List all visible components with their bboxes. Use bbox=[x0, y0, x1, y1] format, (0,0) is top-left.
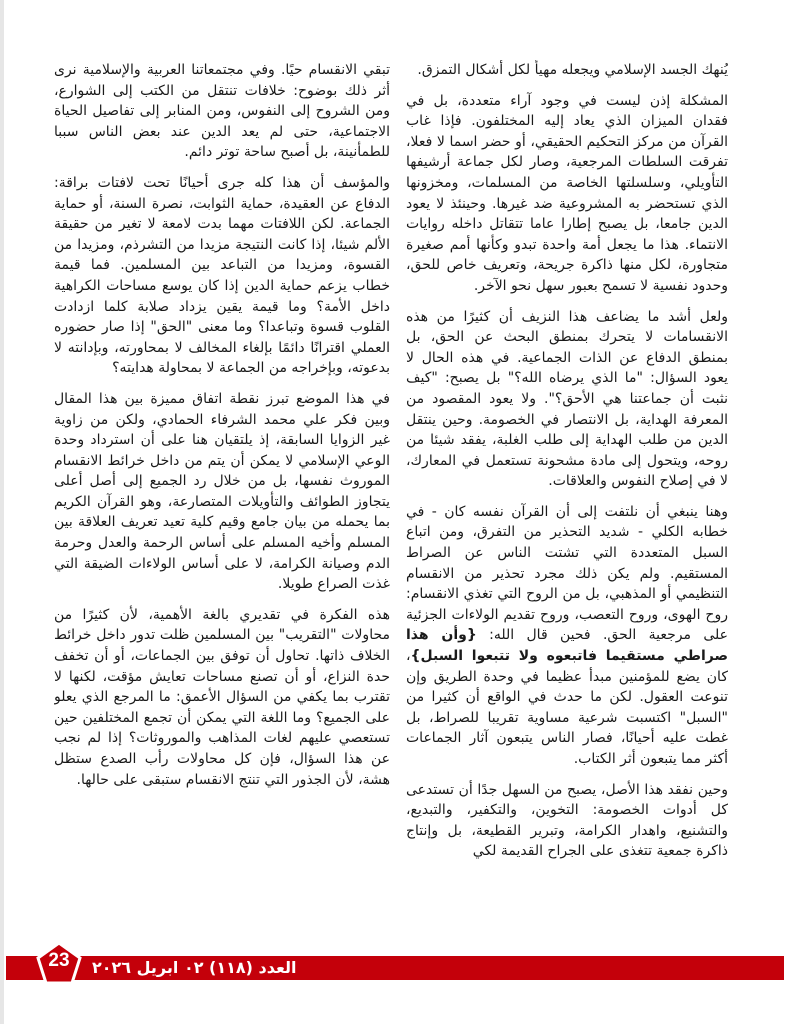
paragraph: والمؤسف أن هذا كله جرى أحيانًا تحت لافتات براقة: الدفاع عن العقيدة، حماية الثوابت، نصرة السنة، أو حماية الجماعة. لكن اللافتات مهما بدت لامعة لا تغير من حقيقة الألم شيئا، إذا كانت النتيجة مزيدا من التشرذم، ومزيدا من القسوة، ومزيدا من التباعد بين المسلمين. فما قيمة خطاب يزعم حماية الدين إذا كان يوسع مساحات الكراهية داخل الأمة؟ وما قيمة يقين يزداد صلابة كلما ازدادت القلوب قسوة وتباعدا؟ وما معنى "الحق" إذا صار حضوره العملي اقترانًا دائمًا بإلغاء المخالف لا بمحاورته، وبإدانته لا بدعوته، وبإخراجه من الجماعة لا بمحاولة هدايته؟ bbox=[54, 174, 390, 377]
article-column-left bbox=[54, 60, 390, 940]
paragraph: المشكلة إذن ليست في وجود آراء متعددة، بل في فقدان الميزان الذي يعاد إليه المختلفون. فإذا غاب القرآن من مركز التحكيم الحقيقي، أو حضر اسما لا فعلا، تفرقت السلطات المرجعية، وصار لكل جماعة أرشيفها التأويلي، وسلسلتها الخاصة من المسلمات، ومخزونها الذي تستحضر به المشروعية ضد غيرها. وحينئذ لا يعود الدين جامعا، بل يصبح إطارا عاما تتقاتل داخله روايات الانتماء. هذا ما يجعل أمة واحدة تبدو وكأنها أمم صغيرة متجاورة، لكل منها ذاكرة جريحة، وتعريف خاص للحق، وحدود نفسية لا تسمح بعبور سهل نحو الآخر. bbox=[406, 92, 728, 294]
page-number: 23 bbox=[48, 950, 70, 971]
paragraph: وحين نفقد هذا الأصل، يصبح من السهل جدًا أن تستدعى كل أدوات الخصومة: التخوين، والتكفير، والتبديع، والتشنيع، واهدار الكرامة، وتبرير القطيعة، بل وإنتاج ذاكرة جمعية تتغذى على الجراح القديمة لكي bbox=[406, 781, 728, 860]
paragraph: تبقي الانقسام حيًا. وفي مجتمعاتنا العربية والإسلامية نرى أثر ذلك بوضوح: خلافات تنتقل من الكتب إلى الشوارع، ومن الشروح إلى النفوس، ومن المنابر إلى تفاصيل الحياة الاجتماعية، حتى لم يعد الدين عند بعض الناس سببا للطمأنينة، بل أصبح ساحة توتر دائم. bbox=[54, 62, 390, 161]
paragraph: ولعل أشد ما يضاعف هذا النزيف أن كثيرًا من هذه الانقسامات لا يتحرك بمنطق البحث عن الحق، بل بمنطق الدفاع عن الذات الجماعية. في هذه الحال لا يعود السؤال: "ما الذي يرضاه الله؟" بل يصبح: "كيف نثبت أن جماعتنا هي الأحق؟". ولا يعود المقصود من المعرفة الهداية، بل الانتصار في الخصومة. وحين ينتقل الدين من طلب الهداية إلى طلب الغلبة، يفقد شيئا من روحه، ويتحول إلى مادة مشحونة تستعمل في المعارك، لا في إصلاح النفوس والعلاقات. bbox=[406, 308, 728, 490]
paragraph: هذه الفكرة في تقديري بالغة الأهمية، لأن كثيرًا من محاولات "التقريب" بين المسلمين ظلت تدور داخل خرائط الخلاف ذاتها. تحاول أن توفق بين الجماعات، أو أن تخفف حدة النزاع، أو أن تصنع مساحات تعايش مؤقت، لكنها لا تقترب بما يكفي من السؤال الأعمق: ما المرجع الذي يعلو على الجميع؟ وما اللغة التي يمكن أن تجمع المختلفين حين تستعصي عليهم لغات المذاهب والموروثات؟ إذا لم نجب عن هذا السؤال، فإن كل محاولات رأب الصدع ستظل هشة، لأن الجذور التي تنتج الانقسام ستبقى على حالها. bbox=[54, 606, 390, 788]
issue-info: العدد (١١٨) ٠٢ ابريل ٢٠٢٦ bbox=[92, 958, 297, 977]
quran-quote: {وأن هذا صراطي مستقيما فاتبعوه ولا تتبعوا السبل} bbox=[406, 627, 728, 665]
paragraph-text: وهنا ينبغي أن نلتفت إلى أن القرآن نفسه كان - في خطابه الكلي - شديد التحذير من التفرق، ومن اتباع السبل المتعددة التي تشتت الناس عن الصراط المستقيم. ولم يكن ذلك مجرد تحذير من الانقسام التنظيمي أو المذهبي، بل من الروح التي تغذي الانقسام: روح الهوى، وروح التعصب، وروح تقديم الولاءات الجزئية على مرجعية الحق. فحين قال الله: bbox=[406, 503, 728, 644]
paragraph-text: ، كان يضع للمؤمنين مبدأ عظيما في وحدة الطريق وإن تنوعت العقول. لكن ما حدث في الواقع أن كثيرا من "السبل" اكتسبت شرعية مساوية تقريبا للصراط، بل غطت عليه أحيانًا، فصار الناس يتبعون آثار الجماعات أكثر مما يتبعون أثر الكتاب. bbox=[406, 648, 728, 767]
page-edge bbox=[0, 0, 4, 1024]
paragraph: يُنهك الجسد الإسلامي ويجعله مهيأً لكل أشكال التمزق. bbox=[417, 62, 728, 78]
paragraph: في هذا الموضع تبرز نقطة اتفاق مميزة بين هذا المقال وبين فكر علي محمد الشرفاء الحمادي، ولكن من زاوية غير الزوايا السابقة، إذ يلتقيان هنا على أن استرداد وحدة الوعي الإسلامي لا يمكن أن يتم من داخل خرائط الانقسام الموروث نفسها، بل من خلال رد الجميع إلى أصل أعلى يتجاوز الطوائف والتأويلات المتصارعة، وهو القرآن الكريم بما يحمله من بيان جامع وقيم كلية تعيد تعريف العلاقة بين المسلم وأخيه المسلم على أساس الرحمة والعدل وحرمة الدم وصيانة الكرامة، لا على أساس الولاءات الضيقة التي غذت الصراع طويلا. bbox=[54, 390, 390, 593]
paragraph bbox=[406, 502, 728, 770]
article-column-right bbox=[406, 60, 728, 940]
